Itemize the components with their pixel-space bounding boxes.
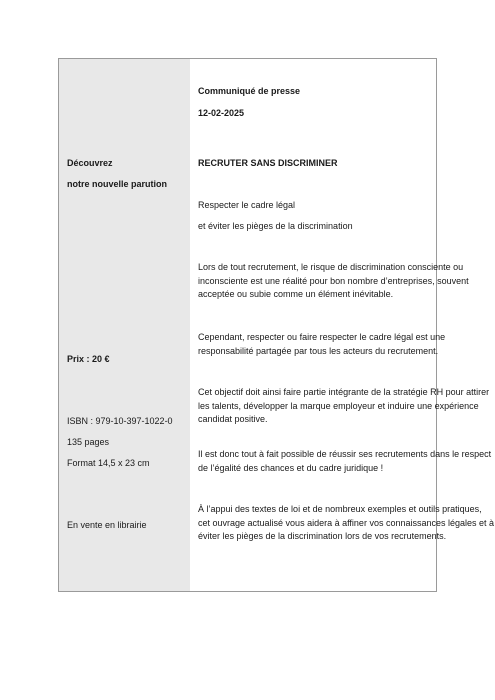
format-label: Format 14,5 x 23 cm [67,458,150,468]
doc-type-label: Communiqué de presse [198,86,301,96]
main-column [190,59,495,591]
subtitle-line-2: et éviter les pièges de la discrimination [198,221,353,231]
release-date: 12-02-2025 [198,108,245,118]
isbn-label: ISBN : 979-10-397-1022-0 [67,416,173,426]
sidebar-column [59,59,190,591]
body-paragraph: Cet objectif doit ainsi faire partie intégrante de la stratégie RH pour attirer les talents, développer la marque employeur et induire une expérience candidat positive. [198,387,490,424]
discover-line-1: Découvrez [67,158,113,168]
book-title: RECRUTER SANS DISCRIMINER [198,158,338,168]
body-paragraph: Lors de tout recrutement, le risque de discrimination consciente ou inconsciente est une réalité pour bon nombre d’entreprises, souvent acceptée ou subie comme un élément inévitable. [198,262,469,299]
availability-label: En vente en librairie [67,520,147,530]
pages-label: 135 pages [67,437,110,447]
press-release-frame [58,58,495,592]
body-paragraph: Il est donc tout à fait possible de réussir ses recrutements dans le respect de l’égalité des chances et du cadre juridique ! [198,449,492,473]
body-paragraph: À l’appui des textes de loi et de nombreux exemples et outils pratiques, cet ouvrage actualisé vous aidera à affiner vos connaissances légales et à éviter les pièges de la discrimination lors de vos recrutements. [198,504,495,541]
subtitle-line-1: Respecter le cadre légal [198,200,296,210]
price-label: Prix : 20 € [67,354,110,364]
discover-line-2: notre nouvelle parution [67,179,168,189]
body-paragraph: Cependant, respecter ou faire respecter le cadre légal est une responsabilité partagée par tous les acteurs du recrutement. [198,332,446,356]
